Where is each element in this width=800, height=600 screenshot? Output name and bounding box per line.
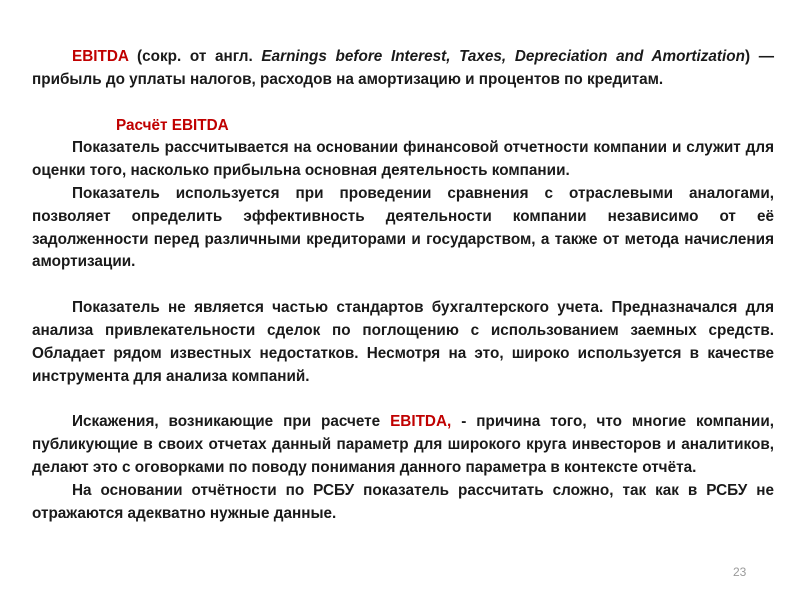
slide-number: 23 — [733, 565, 747, 579]
paragraph-standards: Показатель не является частью стандартов бухгалтерского учета. Предназначался для анализа привлекательности сделок по поглощению с использованием заемных средств. Обладает рядом известных недостатков. Несмотря на это, широко используется в качестве инструмента для анализа компаний. — [32, 299, 774, 385]
paragraph-distortions — [32, 411, 774, 479]
ebitda-term: EBITDA — [72, 48, 129, 65]
paragraph-comparison: Показатель используется при проведении сравнения с отраслевыми аналогами, позволяет определить эффективность деятельности компании независимо от её задолженности перед различными кредиторами и государством, а также от метода начисления амортизации. — [32, 184, 774, 271]
distortions-pre: Искажения, возникающие при расчете — [72, 413, 391, 431]
slide-content — [32, 46, 774, 525]
intro-post: ) — прибыль до уплаты налогов, расходов на амортизацию и процентов по кредитам. — [32, 48, 774, 88]
section-heading: Расчёт EBITDA — [116, 116, 229, 134]
distortions-post: - причина того, что многие компании, публикующие в своих отчетах данный параметр для широкого круга инвесторов и аналитиков, делают это с оговорками по поводу понимания данного параметра в контексте отчёта. — [32, 413, 774, 476]
english-definition: Earnings before Interest, Taxes, Depreciation and Amortization — [261, 48, 745, 65]
intro-paragraph — [32, 46, 774, 92]
paragraph-rsbu: На основании отчётности по РСБУ показатель рассчитать сложно, так как в РСБУ не отражаются адекватно нужные данные. — [32, 481, 774, 522]
ebitda-term-inline: EBITDA, — [390, 413, 462, 431]
paragraph-basis: Показатель рассчитывается на основании финансовой отчетности компании и служит для оценки того, насколько прибыльна основная деятельность компании. — [32, 139, 774, 180]
intro-pre: (сокр. от англ. — [128, 48, 262, 65]
